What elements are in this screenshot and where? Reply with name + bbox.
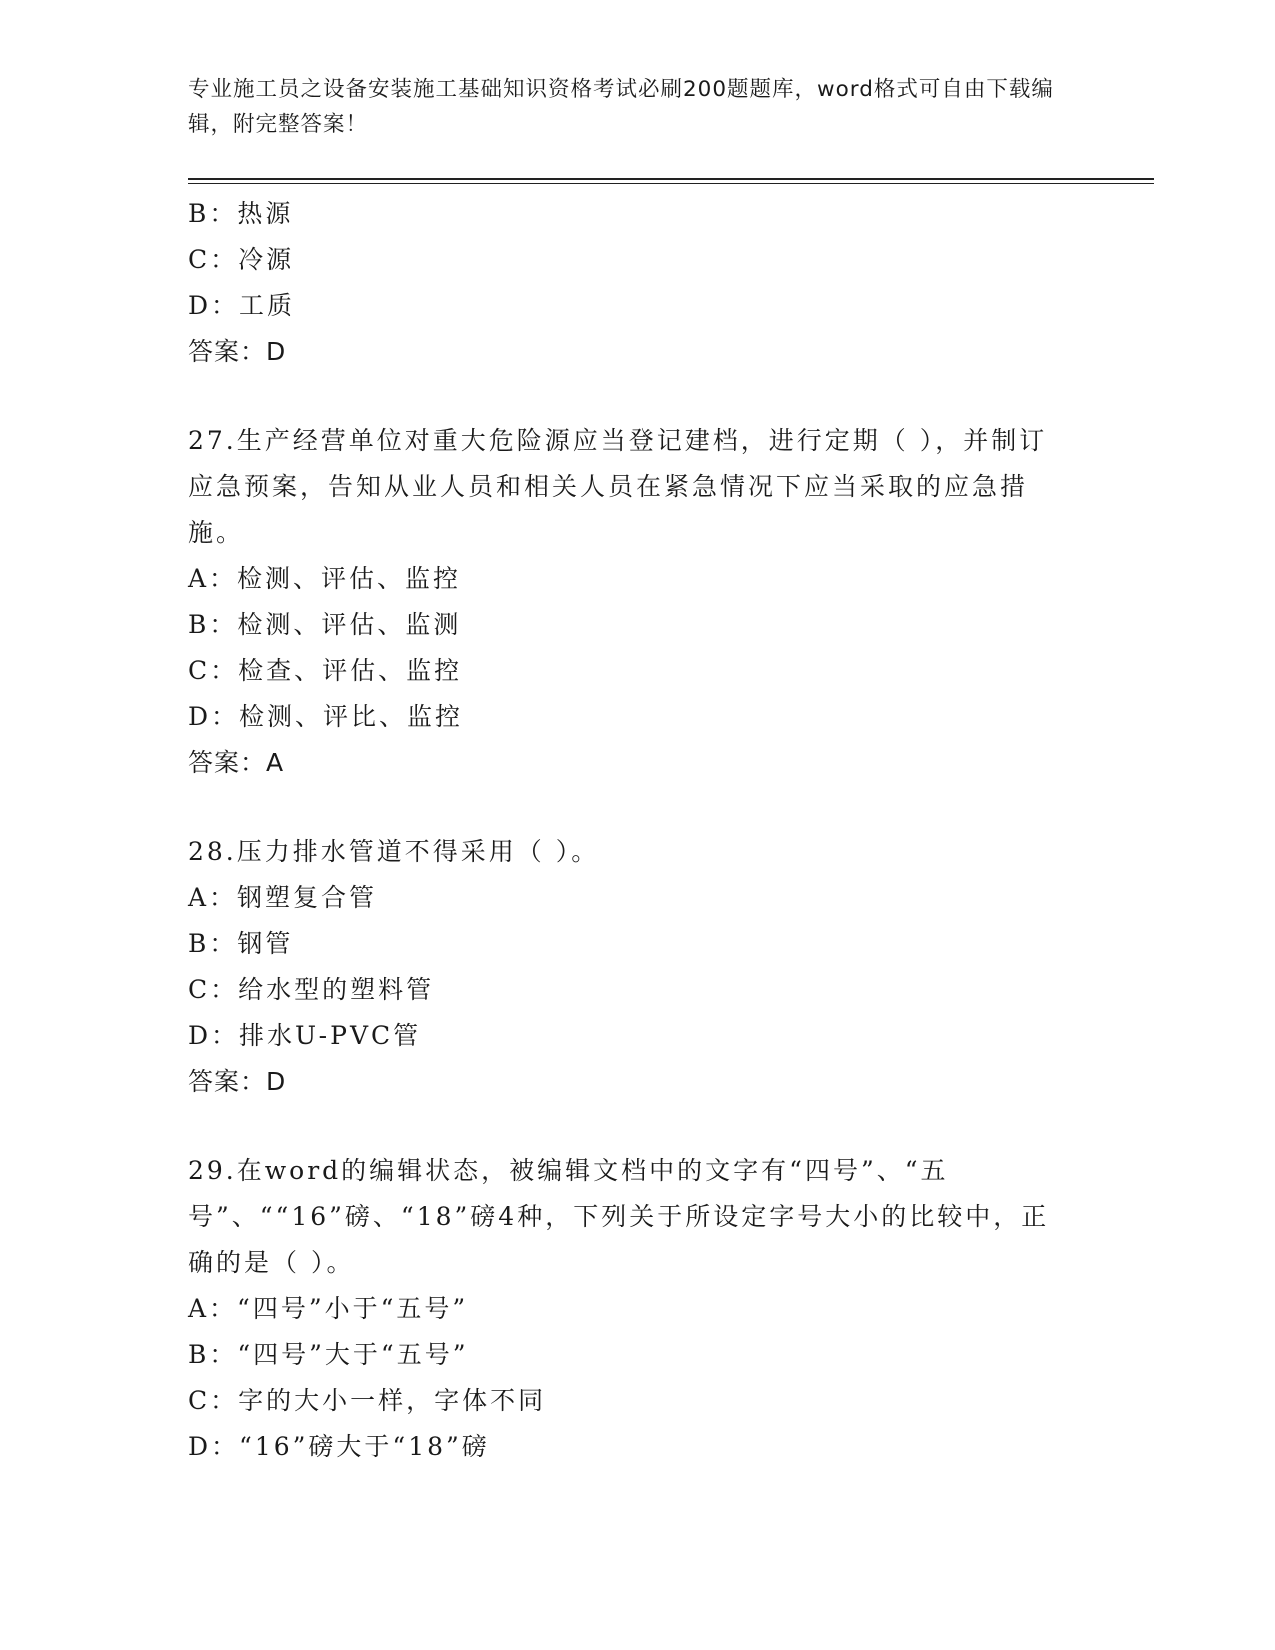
option-b: B：检测、评估、监测 xyxy=(188,610,462,639)
question-27 xyxy=(188,418,1068,786)
option-a: A：检测、评估、监控 xyxy=(188,564,462,593)
question-28 xyxy=(188,829,1068,1105)
option-d: D：工质 xyxy=(188,291,296,320)
option-a: A：钢塑复合管 xyxy=(188,883,378,912)
answer: 答案：D xyxy=(188,1067,287,1096)
answer: 答案：A xyxy=(188,748,285,777)
question-text: 28.压力排水管道不得采用（ ）。 xyxy=(188,837,600,866)
header-rule-thin xyxy=(188,183,1154,184)
option-b: B：“四号”大于“五号” xyxy=(188,1340,469,1369)
document-header: 专业施工员之设备安装施工基础知识资格考试必刷200题题库，word格式可自由下载编辑，附完整答案！ xyxy=(188,77,1054,137)
option-c: C：检查、评估、监控 xyxy=(188,656,463,685)
option-b: B：钢管 xyxy=(188,929,294,958)
question-text: 29.在word的编辑状态，被编辑文档中的文字有“四号”、“五号”、““16”磅、“18”磅4种，下列关于所设定字号大小的比较中，正确的是（ ）。 xyxy=(188,1156,1050,1277)
option-c: C：字的大小一样，字体不同 xyxy=(188,1386,547,1415)
question-text: 27.生产经营单位对重大危险源应当登记建档，进行定期（ ），并制订应急预案，告知从业人员和相关人员在紧急情况下应当采取的应急措施。 xyxy=(188,426,1048,547)
option-b: B：热源 xyxy=(188,199,294,228)
answer: 答案：D xyxy=(188,337,287,366)
option-d: D：排水U-PVC管 xyxy=(188,1021,422,1050)
option-a: A：“四号”小于“五号” xyxy=(188,1294,469,1323)
question-29 xyxy=(188,1148,1068,1470)
option-d: D：“16”磅大于“18”磅 xyxy=(188,1432,490,1461)
partial-question xyxy=(188,191,1068,375)
document-body xyxy=(188,191,1068,1470)
option-c: C：冷源 xyxy=(188,245,295,274)
header-rule-thick xyxy=(188,178,1154,180)
option-d: D：检测、评比、监控 xyxy=(188,702,464,731)
option-c: C：给水型的塑料管 xyxy=(188,975,435,1004)
